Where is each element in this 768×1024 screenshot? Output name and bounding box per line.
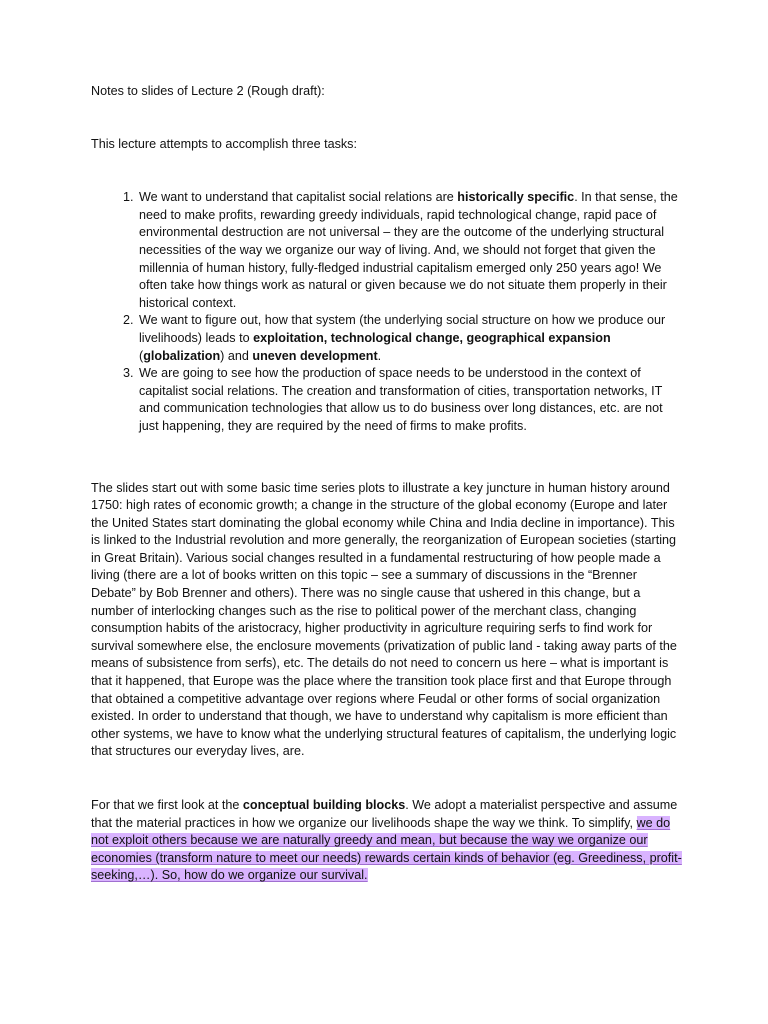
task-item-1 [137, 189, 682, 312]
task-2-bold-c: uneven development [252, 348, 378, 363]
task-2-text-b: ( [139, 348, 144, 363]
highlighted-text: we do not exploit others because we are naturally greedy and mean, but because the way we organize our economies (transform nature to meet our needs) rewards certain kinds of behavior (eg. Greediness, profit-seeking,…). So, how do we organize our survival. [91, 815, 682, 883]
para-2-text-b: . We adopt a materialist perspective and assume that the material practices in how we organize our livelihoods shape the way we think. To simplify, [91, 798, 678, 830]
task-list [91, 189, 682, 435]
para-2-text-a: For that we first look at the [91, 798, 243, 812]
task-3-text: We are going to see how the production of space needs to be understood in the context of capitalist social relations. The creation and transformation of cities, transportation networks, IT and communication technologies that allow us to do business over long distances, etc. are not just happening, they are required by the need of firms to make profits. [139, 366, 663, 433]
task-2-bold-a: exploitation, technological change, geographical expansion [253, 330, 611, 345]
body-paragraph-1: The slides start out with some basic time series plots to illustrate a key juncture in human history around 1750: high rates of economic growth; a change in the structure of the global economy (Europe and later the United States start dominating the global economy while China and India decline in importance). This is linked to the Industrial revolution and more generally, the reorganization of European societies (starting in Great Britain). Various social changes resulted in a fundamental restructuring of how people made a living (there are a lot of books written on this topic – see a summary of discussions in the “Brenner Debate” by Bob Brenner and others). There was no single cause that ushered in this change, but a number of interlocking changes such as the rise to political power of the merchant class, changing consumption habits of the aristocracy, higher productivity in agriculture requiring serfs to find work for survival somewhere else, the enclosure movements (privatization of public land - taking away parts of the means of subsistence from serfs), etc. The details do not need to concern us here – what is important is that it happened, that Europe was the place where the transition took place first and that Europe through that obtained a competitive advantage over regions where Feudal or other forms of social organization existed. In order to understand that though, we have to understand why capitalism is more efficient than other systems, we have to know what the underlying structural features of capitalism, the underlying logic that structures our everyday lives, are. [91, 480, 677, 759]
task-item-2 [137, 312, 682, 365]
task-2-bold-b: globalization [143, 348, 221, 363]
document-heading: Notes to slides of Lecture 2 (Rough draft): [91, 84, 325, 98]
task-item-3 [137, 365, 682, 435]
task-1-bold: historically specific [457, 190, 575, 205]
task-2-text-a: We want to figure out, how that system (the underlying social structure on how we produce our livelihoods) leads to [139, 313, 666, 345]
para-2-bold: conceptual building blocks [242, 798, 406, 812]
task-2-text-d: . [377, 348, 382, 363]
task-1-text-a: We want to understand that capitalist social relations are [139, 190, 458, 205]
intro-text: This lecture attempts to accomplish three tasks: [91, 136, 357, 151]
task-2-text-c: ) and [220, 348, 253, 363]
body-paragraph-2 [91, 797, 682, 885]
task-1-text-b: . In that sense, the need to make profits, rewarding greedy individuals, rapid technological change, rapid pace of environmental destruction are not universal – they are the outcome of the underlying structural necessities of the way we organize our way of living. And, we should not forget that given the millennia of human history, fully-fledged industrial capitalism emerged only 250 years ago! We often take how things work as natural or given because we do not situate them properly in their historical context. [139, 190, 678, 310]
